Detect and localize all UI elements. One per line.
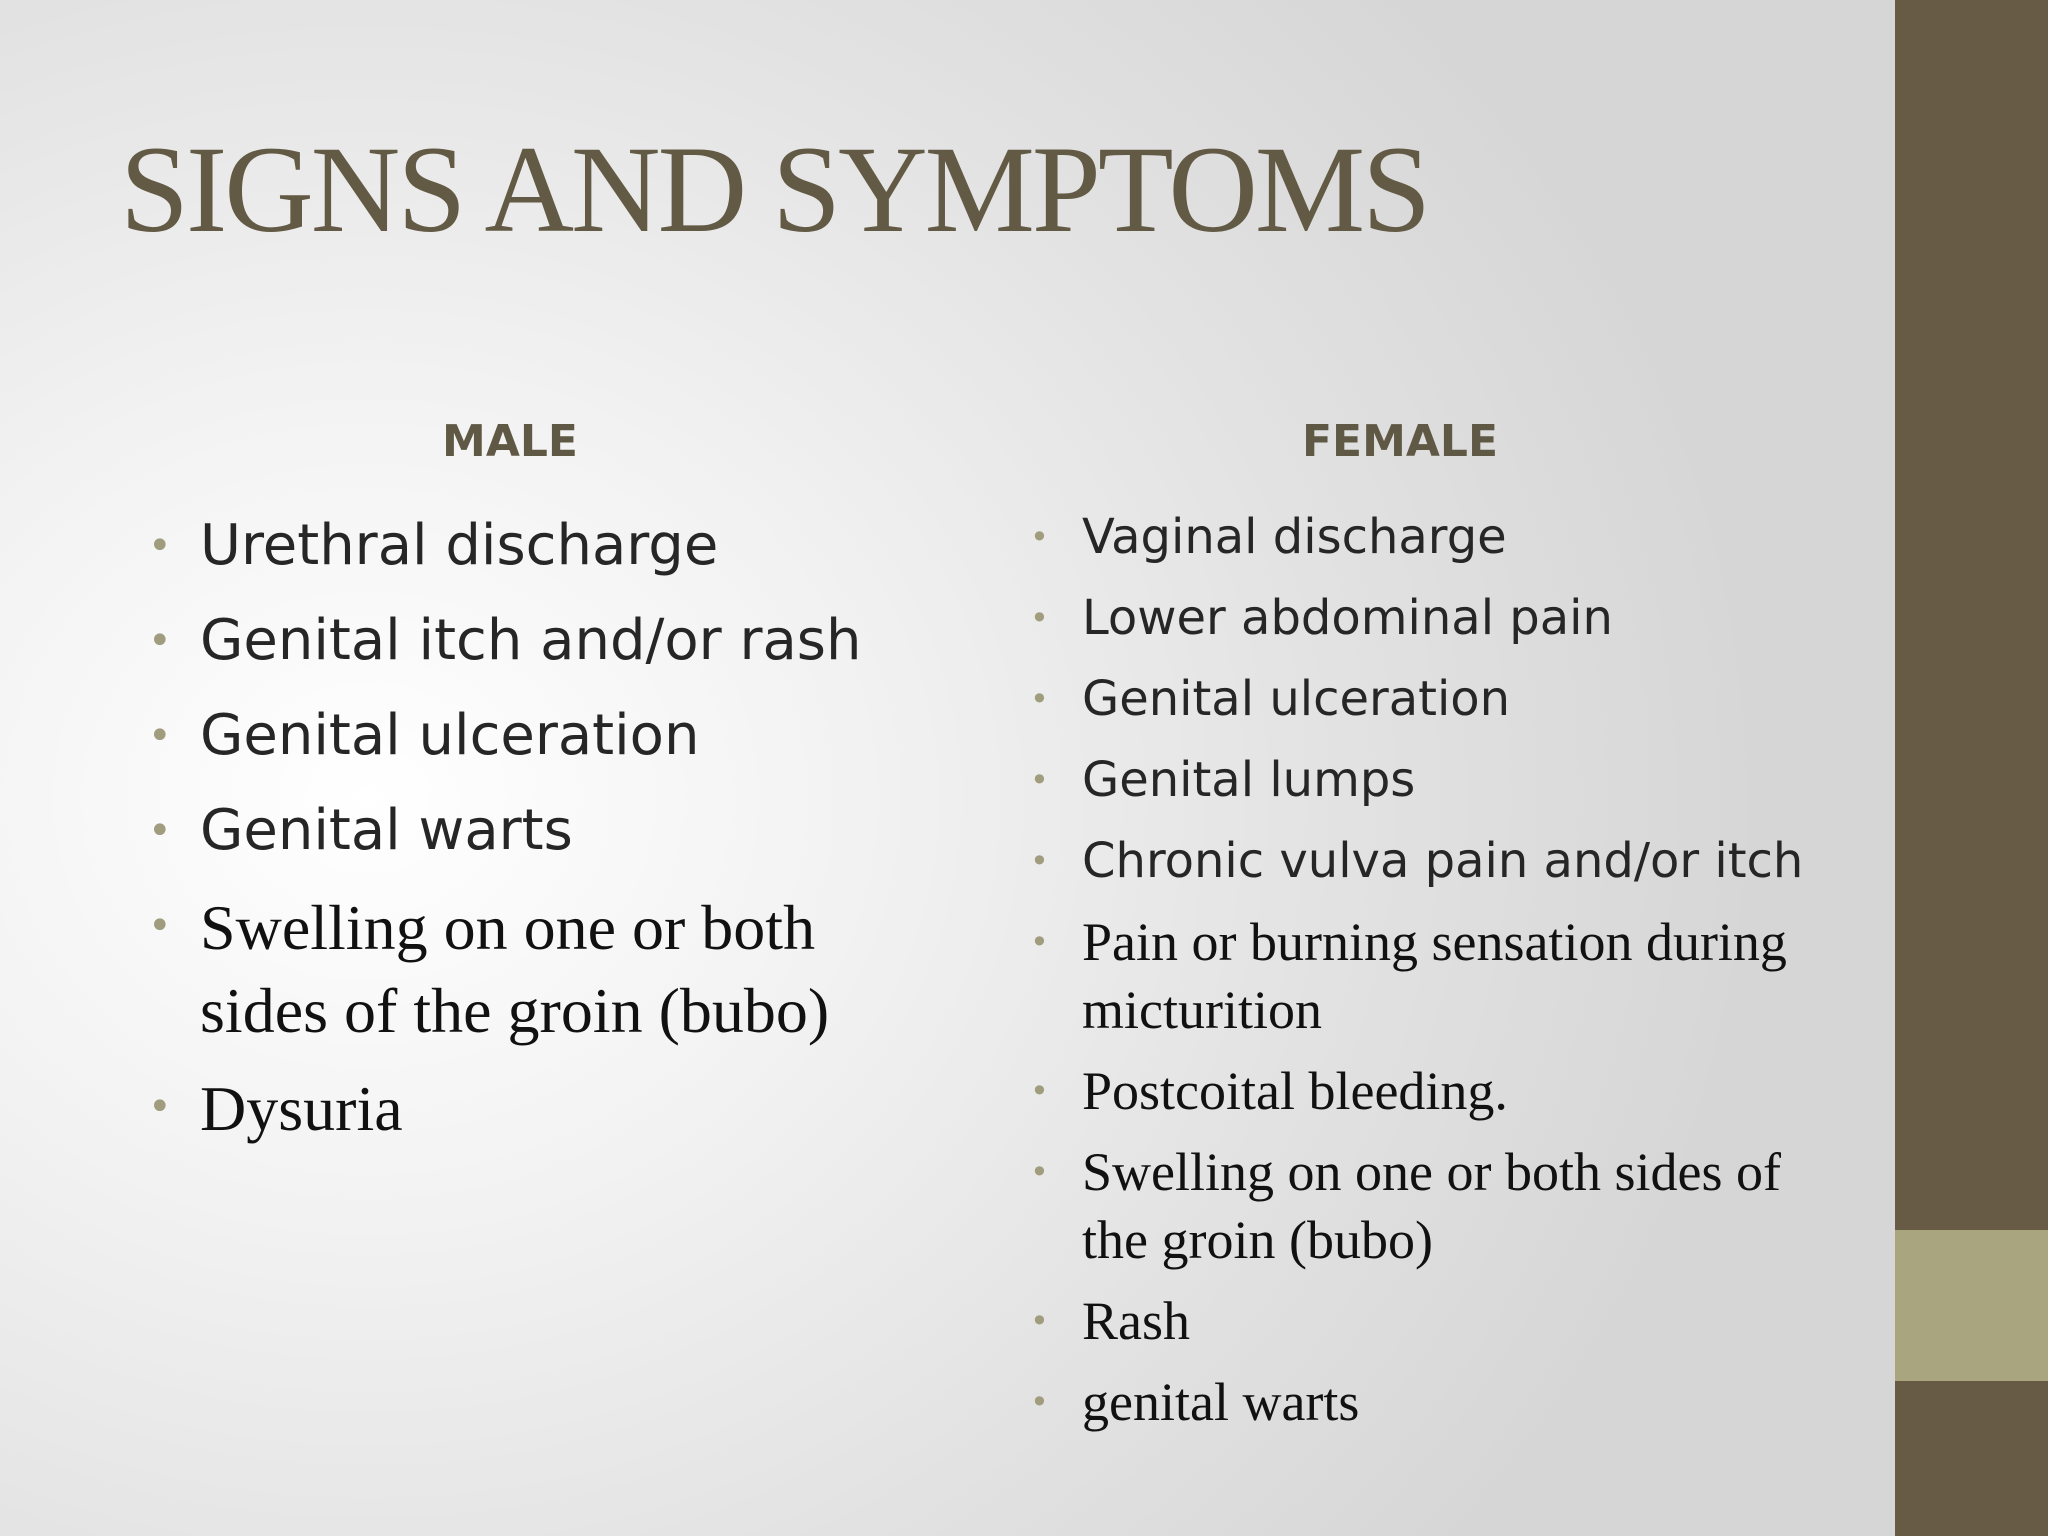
bullet-icon: •	[148, 808, 172, 854]
male-symptom-list	[148, 506, 908, 1165]
list-item	[1030, 665, 1850, 733]
bullet-icon: •	[1030, 1072, 1049, 1110]
bullet-icon: •	[1030, 518, 1049, 556]
list-item	[1030, 1287, 1850, 1355]
bullet-icon: •	[148, 903, 172, 949]
bullet-icon: •	[1030, 680, 1049, 718]
list-item-text: Genital warts	[200, 798, 573, 863]
list-item-text: Swelling on one or both sides of the groin (bubo)	[200, 892, 830, 1046]
bullet-icon: •	[148, 713, 172, 759]
list-item	[1030, 746, 1850, 814]
list-item	[1030, 584, 1850, 652]
list-item-text: Genital ulceration	[1082, 671, 1511, 727]
list-item	[148, 601, 908, 681]
list-item	[1030, 1368, 1850, 1436]
bullet-icon: •	[1030, 842, 1049, 880]
list-item	[148, 696, 908, 776]
bullet-icon: •	[1030, 599, 1049, 637]
bullet-icon: •	[1030, 761, 1049, 799]
list-item-text: Genital ulceration	[200, 703, 700, 768]
bullet-icon: •	[1030, 1383, 1049, 1421]
bullet-icon: •	[1030, 1302, 1049, 1340]
list-item-text: Vaginal discharge	[1082, 509, 1507, 565]
bullet-icon: •	[148, 618, 172, 664]
list-item	[1030, 1057, 1850, 1125]
list-item-text: Lower abdominal pain	[1082, 590, 1613, 646]
list-item	[148, 886, 908, 1052]
list-item	[1030, 827, 1850, 895]
decorative-sidebar-accent	[1895, 1230, 2048, 1381]
list-item	[1030, 908, 1850, 1044]
list-item-text: genital warts	[1082, 1372, 1360, 1432]
list-item-text: Postcoital bleeding.	[1082, 1061, 1508, 1121]
list-item	[148, 506, 908, 586]
female-column-heading: FEMALE	[1301, 416, 1499, 467]
bullet-icon: •	[148, 523, 172, 569]
bullet-icon: •	[1030, 923, 1049, 961]
list-item-text: Chronic vulva pain and/or itch	[1082, 833, 1804, 889]
bullet-icon: •	[148, 1084, 172, 1130]
list-item-text: Pain or burning sensation during micturition	[1082, 912, 1787, 1040]
female-symptom-list	[1030, 503, 1850, 1449]
list-item-text: Dysuria	[200, 1073, 403, 1144]
list-item	[148, 1067, 908, 1150]
list-item-text: Rash	[1082, 1291, 1190, 1351]
slide-title: SIGNS AND SYMPTOMS	[120, 121, 1429, 258]
male-column-heading: MALE	[442, 416, 578, 467]
list-item	[148, 791, 908, 871]
list-item	[1030, 503, 1850, 571]
bullet-icon: •	[1030, 1153, 1049, 1191]
list-item-text: Urethral discharge	[200, 513, 719, 578]
list-item-text: Swelling on one or both sides of the groin (bubo)	[1082, 1142, 1781, 1270]
list-item-text: Genital itch and/or rash	[200, 608, 862, 673]
list-item-text: Genital lumps	[1082, 752, 1416, 808]
list-item	[1030, 1138, 1850, 1274]
